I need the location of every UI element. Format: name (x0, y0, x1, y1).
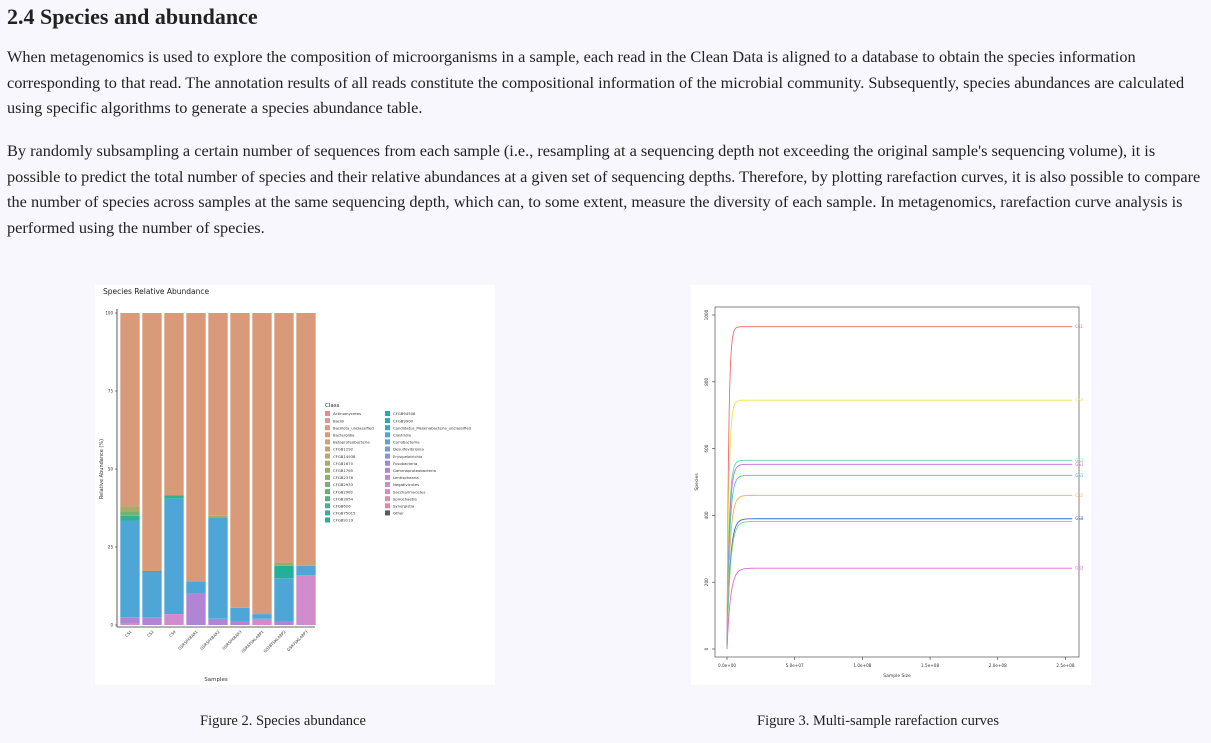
rarefaction-chart (691, 285, 1091, 685)
bar-segment (142, 313, 161, 571)
legend-label: Spirochaetia (393, 496, 417, 502)
figure-rarefaction-curves (691, 285, 1091, 685)
legend-swatch (325, 482, 330, 487)
bar-segment (120, 520, 139, 617)
legend-swatch (385, 447, 390, 452)
legend-swatch (385, 475, 390, 480)
legend-label: Desulfovibrionia (393, 446, 424, 452)
y-tick-label: 0 (704, 647, 709, 651)
legend-swatch (385, 503, 390, 508)
bar-segment (164, 499, 183, 614)
legend-swatch (325, 447, 330, 452)
bar-segment (230, 622, 249, 625)
bar-segment (186, 313, 205, 581)
x-axis-label: Samples (204, 677, 228, 683)
y-tick-label: 200 (704, 578, 709, 587)
bar-segment (296, 313, 315, 566)
legend-swatch (325, 454, 330, 459)
chart-title: Species Relative Abundance (103, 287, 210, 296)
legend-swatch (325, 425, 330, 430)
legend-swatch (325, 475, 330, 480)
x-tick-label: GSR5PXBAR2 (199, 629, 221, 651)
legend-label: Fusobacteria (393, 460, 418, 466)
legend-swatch (385, 432, 390, 437)
y-tick-label: 50 (107, 466, 113, 472)
legend-swatch (325, 503, 330, 508)
legend-label: CFGB1292 (333, 446, 354, 452)
rarefaction-curve (727, 521, 1072, 649)
legend-swatch (325, 411, 330, 416)
legend-label: Lentisphaeria (393, 475, 419, 481)
legend-swatch (325, 518, 330, 523)
legend-label: CFGB14938 (333, 453, 356, 459)
legend-swatch (325, 510, 330, 515)
legend-swatch (385, 425, 390, 430)
legend-label: CFGB2378 (333, 475, 354, 481)
legend-swatch (385, 461, 390, 466)
bar-segment (120, 617, 139, 623)
x-tick-label: GSR6TSKLABP1 (240, 629, 265, 654)
legend-label: CFGB9119 (333, 517, 354, 523)
legend-label: Gammaproteobacteria (393, 468, 436, 473)
x-tick-label: CS1 (123, 629, 133, 638)
bar-GSR5PXBAR2 (208, 313, 227, 625)
bar-GS18TSKLABP2 (274, 313, 293, 625)
bar-segment (252, 614, 271, 619)
bar-segment (274, 563, 293, 566)
bar-segment (296, 575, 315, 625)
section-heading: 2.4 Species and abundance (7, 4, 258, 29)
x-tick-label: GSR5PXBAR3 (221, 629, 243, 651)
legend-swatch (385, 454, 390, 459)
curve-end-label: GS3 (1075, 565, 1084, 571)
bar-CS1 (120, 313, 139, 625)
y-tick-label: 25 (107, 544, 113, 550)
rarefaction-curve (727, 460, 1072, 649)
legend-label: Saccharimycetes (393, 489, 426, 495)
legend-label: Erysipelotrichia (393, 453, 423, 459)
legend-label: Bacilli (333, 418, 345, 424)
legend-label: CFGB626 (333, 503, 351, 509)
bar-GSR5PXBAR3 (230, 313, 249, 625)
bar-segment (252, 313, 271, 614)
figure-2-caption: Figure 2. Species abundance (200, 713, 366, 729)
bar-CS2 (142, 313, 161, 625)
bar-segment (230, 313, 249, 608)
legend-swatch (385, 418, 390, 423)
curve-end-label: GS1 (1075, 461, 1084, 467)
bar-segment (142, 571, 161, 572)
legend-swatch (385, 496, 390, 501)
bar-GSR6TSKLABP1 (252, 313, 271, 625)
legend-swatch (325, 418, 330, 423)
legend-label: Coriobacteriia (393, 439, 420, 445)
figure-species-abundance (95, 285, 495, 685)
bar-segment (142, 572, 161, 617)
legend-swatch (325, 489, 330, 494)
species-abundance-chart (95, 285, 495, 685)
rarefaction-curve (727, 475, 1072, 649)
x-tick-label: 2.5e+08 (1056, 663, 1075, 668)
legend-swatch (385, 482, 390, 487)
legend-swatch (325, 439, 330, 444)
bar-CS4 (164, 313, 183, 625)
legend-label: Actinomycetes (333, 411, 362, 417)
bar-segment (120, 313, 139, 506)
curve-end-label: GS1 (1075, 457, 1084, 463)
legend-label: CFGB75015 (333, 510, 356, 516)
bar-segment (208, 516, 227, 518)
x-tick-label: CS2 (145, 629, 155, 638)
legend-label: Clostridia (393, 432, 411, 438)
bar-segment (142, 617, 161, 625)
bar-segment (186, 594, 205, 625)
x-tick-label: 5.0e+07 (785, 663, 804, 668)
bar-segment (252, 619, 271, 625)
curve-end-label: CS4 (1075, 397, 1084, 403)
legend-swatch (385, 468, 390, 473)
bar-segment (120, 516, 139, 521)
legend-swatch (325, 461, 330, 466)
legend-label: Betaproteobacteria (333, 439, 370, 445)
bar-segment (120, 511, 139, 516)
rarefaction-curve (727, 327, 1072, 649)
legend-swatch (385, 489, 390, 494)
legend-label: CFGB2982 (333, 489, 354, 495)
y-tick-label: 800 (704, 377, 709, 386)
bar-segment (296, 566, 315, 575)
y-axis-label: Species (695, 473, 700, 491)
legend-label: CFGB9900 (393, 418, 414, 424)
rarefaction-curve (727, 400, 1072, 649)
legend-swatch (385, 510, 390, 515)
bar-segment (274, 566, 293, 578)
x-axis-label: Sample Size (883, 674, 911, 679)
y-tick-label: 100 (105, 310, 113, 316)
bar-segment (164, 496, 183, 499)
rarefaction-curve (727, 568, 1072, 649)
bar-segment (120, 506, 139, 511)
bar-segment (230, 608, 249, 622)
bar-segment (164, 614, 183, 625)
bar-segment (164, 313, 183, 496)
figure-3-caption: Figure 3. Multi-sample rarefaction curves (757, 713, 999, 729)
curve-end-label: CS1 (1075, 324, 1084, 330)
legend-label: Negativicutes (393, 482, 420, 488)
legend-label: CFGB3054 (333, 496, 354, 502)
legend-label: CFGB94508 (393, 411, 416, 417)
y-tick-label: 1000 (704, 309, 709, 321)
bar-segment (274, 578, 293, 622)
legend-swatch (385, 411, 390, 416)
y-tick-label: 0 (110, 622, 113, 628)
x-tick-label: GSR7SKLABP3 (285, 629, 309, 653)
x-tick-label: 0.0e+00 (717, 663, 737, 668)
paragraph-species-annotation: When metagenomics is used to explore the composition of microorganisms in a sample, each read in the Clean Data is aligned to a database to obtain the species information corresponding to that read. The annotation results of all reads constitute the compositional information of the microbial community. Subsequently, species abundances are calculated using specific algorithms to generate a species abundance table. (7, 47, 1185, 117)
bar-GSR7SKLABP3 (296, 313, 315, 625)
legend-label: Bacteroidia (333, 432, 355, 438)
bar-segment (120, 623, 139, 625)
bar-segment (208, 313, 227, 516)
paragraph-rarefaction: By randomly subsampling a certain number of sequences from each sample (i.e., resampling at a sequencing depth not exceeding the original sample's sequencing volume), it is possible to predict the total number of species and their relative abundances at a given set of sequencing depths. Therefore, by plotting rarefaction curves, it is also possible to compare the number of species across samples at the same sequencing depth, which can, to some extent, measure the diversity of each sample. In metagenomics, rarefaction curve analysis is performed using the number of species. (7, 141, 1201, 237)
curve-end-label: GS5 (1075, 472, 1084, 478)
legend-swatch (325, 468, 330, 473)
x-tick-label: GS18TSKLABP2 (262, 629, 287, 654)
curve-end-label: GS8 (1075, 516, 1084, 522)
legend-label: Bacillota_unclassified (333, 425, 374, 431)
bar-segment (274, 622, 293, 625)
bar-segment (186, 581, 205, 593)
rarefaction-curve (727, 519, 1072, 649)
y-axis-label: Relative Abundance (%) (99, 438, 105, 500)
bar-segment (208, 619, 227, 625)
legend-swatch (325, 496, 330, 501)
rarefaction-curve (727, 464, 1072, 649)
legend-label: CFGB1765 (333, 468, 354, 473)
bar-segment (208, 517, 227, 618)
y-tick-label: 400 (704, 511, 709, 520)
legend-label: Candidatus_Melainabacteria_unclassified (393, 425, 472, 431)
legend-label: Other (393, 510, 404, 516)
x-tick-label: 1.5e+08 (921, 663, 940, 668)
bar-GSR5PXBAR1 (186, 313, 205, 625)
x-tick-label: GSR5PXBAR1 (177, 629, 199, 651)
x-tick-label: 1.0e+08 (853, 663, 872, 668)
x-tick-label: 2.0e+08 (988, 663, 1007, 668)
curve-end-label: CS2 (1075, 492, 1084, 498)
bar-segment (274, 313, 293, 563)
legend-swatch (385, 439, 390, 444)
legend-label: Synergistia (393, 503, 415, 509)
legend-title: Class (325, 403, 340, 409)
y-tick-label: 75 (107, 388, 113, 394)
plot-frame (715, 307, 1079, 657)
y-tick-label: 600 (704, 444, 709, 453)
legend-label: CFGB1670 (333, 460, 354, 466)
legend-swatch (325, 432, 330, 437)
legend-label: CFGB2933 (333, 482, 354, 488)
x-tick-label: CS4 (167, 629, 177, 638)
